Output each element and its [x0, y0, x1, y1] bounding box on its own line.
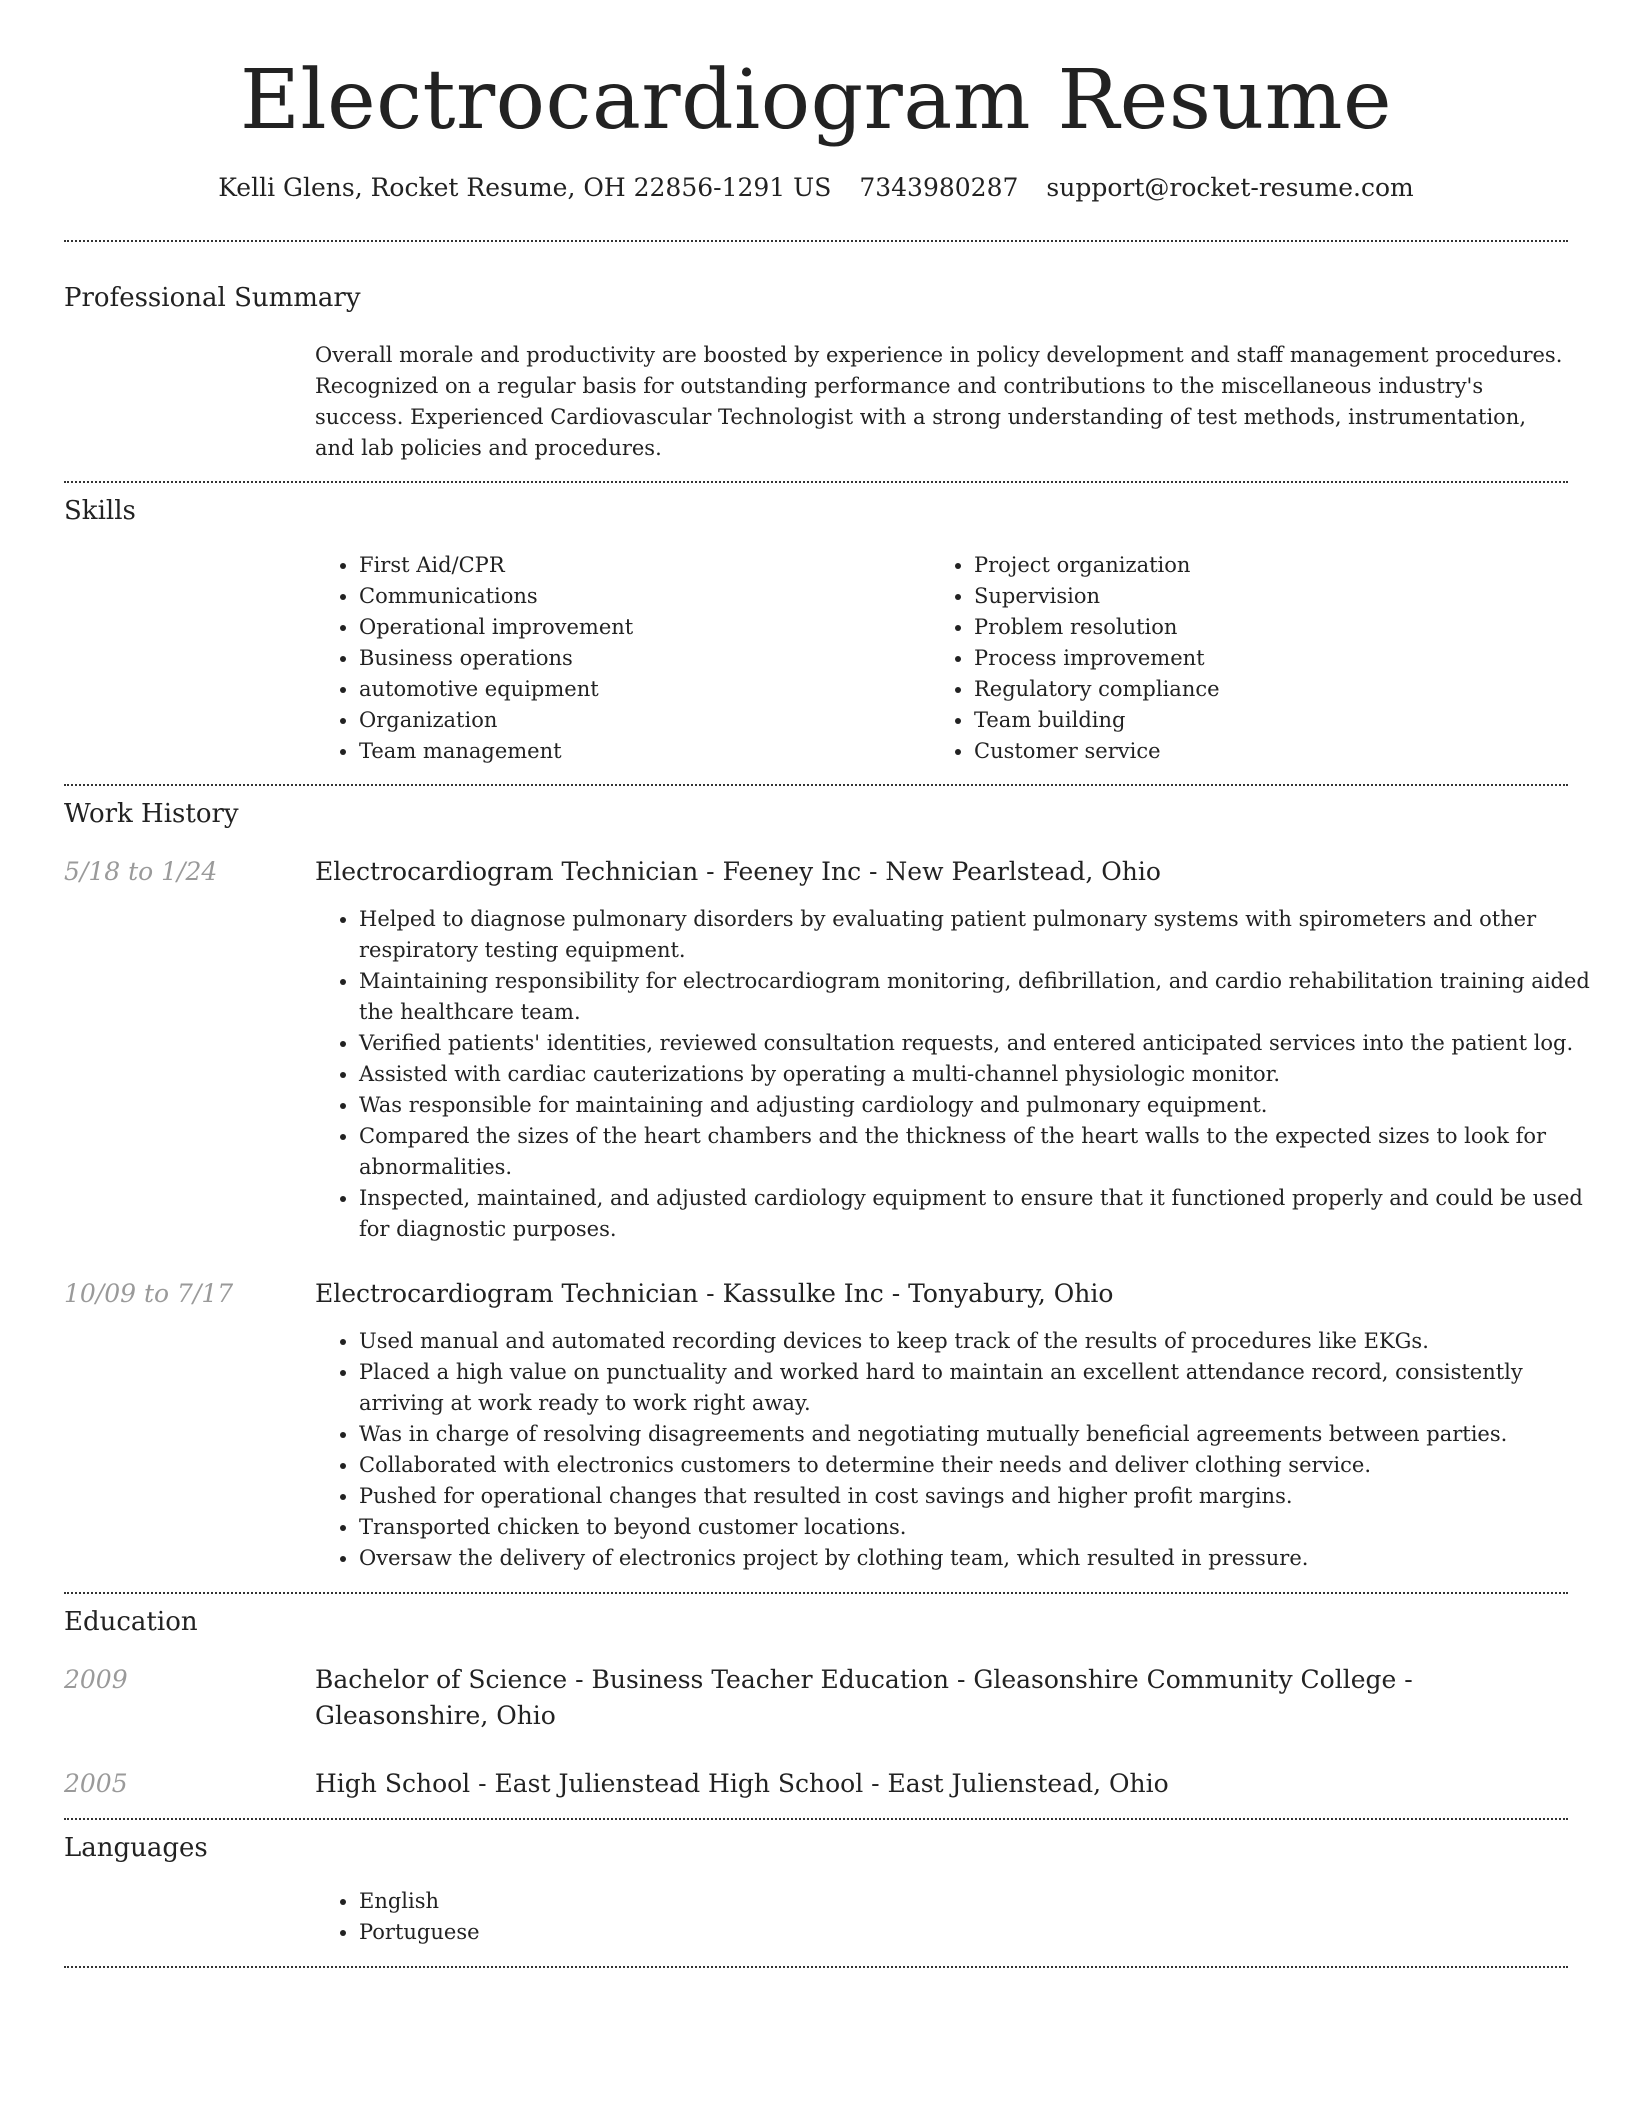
divider — [64, 784, 1568, 786]
skill-item: • Team building — [974, 705, 1632, 736]
contact-address: Kelli Glens, Rocket Resume, OH 22856-1291 US — [218, 173, 832, 202]
contact-line — [0, 168, 1632, 208]
contact-phone: 7343980287 — [859, 173, 1019, 202]
skill-item: • Process improvement — [974, 643, 1632, 674]
skill-item: • Customer service — [974, 736, 1632, 767]
job-bullet: • Was in charge of resolving disagreements and negotiating mutually beneficial agreements between parties. — [359, 1419, 1609, 1450]
job-dates: 5/18 to 1/24 — [64, 857, 218, 886]
job-bullet: • Used manual and automated recording devices to keep track of the results of procedures like EKGs. — [359, 1326, 1609, 1357]
education-entry: Bachelor of Science - Business Teacher Education - Gleasonshire Community College - Gleasonshire, Ohio — [315, 1665, 1413, 1730]
summary-text: Overall morale and productivity are boosted by experience in policy development and staff management procedures. Recognized on a regular basis for outstanding performance and contributions to the miscellaneous industry's success. Experienced Cardiovascular Technologist with a strong understanding of test methods, instrumentation, and lab policies and procedures. — [315, 343, 1563, 460]
skills-list-right — [930, 550, 1632, 767]
job-bullet: • Transported chicken to beyond customer locations. — [359, 1512, 1609, 1543]
job-bullet: • Helped to diagnose pulmonary disorders by evaluating patient pulmonary systems with spirometers and other respiratory testing equipment. — [359, 904, 1609, 966]
skill-item: • Problem resolution — [974, 612, 1632, 643]
job-bullets — [315, 904, 1609, 1245]
skill-item: • Team management — [359, 736, 1609, 767]
work-heading: Work History — [64, 799, 239, 829]
summary-heading: Professional Summary — [64, 283, 361, 313]
job-title: Electrocardiogram Technician - Feeney Inc - New Pearlstead, Ohio — [315, 857, 1161, 886]
skill-item: • Regulatory compliance — [974, 674, 1632, 705]
education-entry: High School - East Julienstead High School - East Julienstead, Ohio — [315, 1769, 1169, 1798]
job-bullets — [315, 1326, 1609, 1574]
skill-item: • Supervision — [974, 581, 1632, 612]
language-item: • English — [359, 1886, 1609, 1917]
job-bullet: • Pushed for operational changes that resulted in cost savings and higher profit margins. — [359, 1481, 1609, 1512]
skill-item: • First Aid/CPR — [359, 550, 1609, 581]
job-title: Electrocardiogram Technician - Kassulke Inc - Tonyabury, Ohio — [315, 1279, 1114, 1308]
divider — [64, 481, 1568, 483]
divider — [64, 1592, 1568, 1594]
skill-item: • automotive equipment — [359, 674, 1609, 705]
job-bullet: • Collaborated with electronics customers to determine their needs and deliver clothing service. — [359, 1450, 1609, 1481]
skill-item: • Organization — [359, 705, 1609, 736]
education-year: 2009 — [64, 1665, 128, 1694]
divider — [64, 1966, 1568, 1968]
job-dates: 10/09 to 7/17 — [64, 1279, 234, 1308]
job-bullet: • Maintaining responsibility for electrocardiogram monitoring, defibrillation, and cardio rehabilitation training aided the healthcare team. — [359, 966, 1609, 1028]
skill-item: • Operational improvement — [359, 612, 1609, 643]
skill-item: • Project organization — [974, 550, 1632, 581]
job-bullet: • Oversaw the delivery of electronics project by clothing team, which resulted in pressure. — [359, 1543, 1609, 1574]
skill-item: • Communications — [359, 581, 1609, 612]
job-bullet: • Inspected, maintained, and adjusted cardiology equipment to ensure that it functioned properly and could be used for diagnostic purposes. — [359, 1183, 1609, 1245]
languages-heading: Languages — [64, 1833, 208, 1863]
skills-heading: Skills — [64, 496, 136, 526]
job-bullet: • Verified patients' identities, reviewed consultation requests, and entered anticipated services into the patient log. — [359, 1028, 1609, 1059]
divider — [64, 1818, 1568, 1820]
skill-item: • Business operations — [359, 643, 1609, 674]
languages-list — [315, 1886, 1609, 1948]
job-bullet: • Placed a high value on punctuality and worked hard to maintain an excellent attendance record, consistently arriving at work ready to work right away. — [359, 1357, 1609, 1419]
contact-email: support@rocket-resume.com — [1046, 173, 1414, 202]
education-heading: Education — [64, 1607, 198, 1637]
divider — [64, 240, 1568, 242]
job-bullet: • Assisted with cardiac cauterizations by operating a multi-channel physiologic monitor. — [359, 1059, 1609, 1090]
job-bullet: • Was responsible for maintaining and adjusting cardiology and pulmonary equipment. — [359, 1090, 1609, 1121]
language-item: • Portuguese — [359, 1917, 1609, 1948]
job-bullet: • Compared the sizes of the heart chambers and the thickness of the heart walls to the expected sizes to look for abnormalities. — [359, 1121, 1609, 1183]
page-title: Electrocardiogram Resume — [240, 53, 1392, 148]
education-year: 2005 — [64, 1769, 128, 1798]
